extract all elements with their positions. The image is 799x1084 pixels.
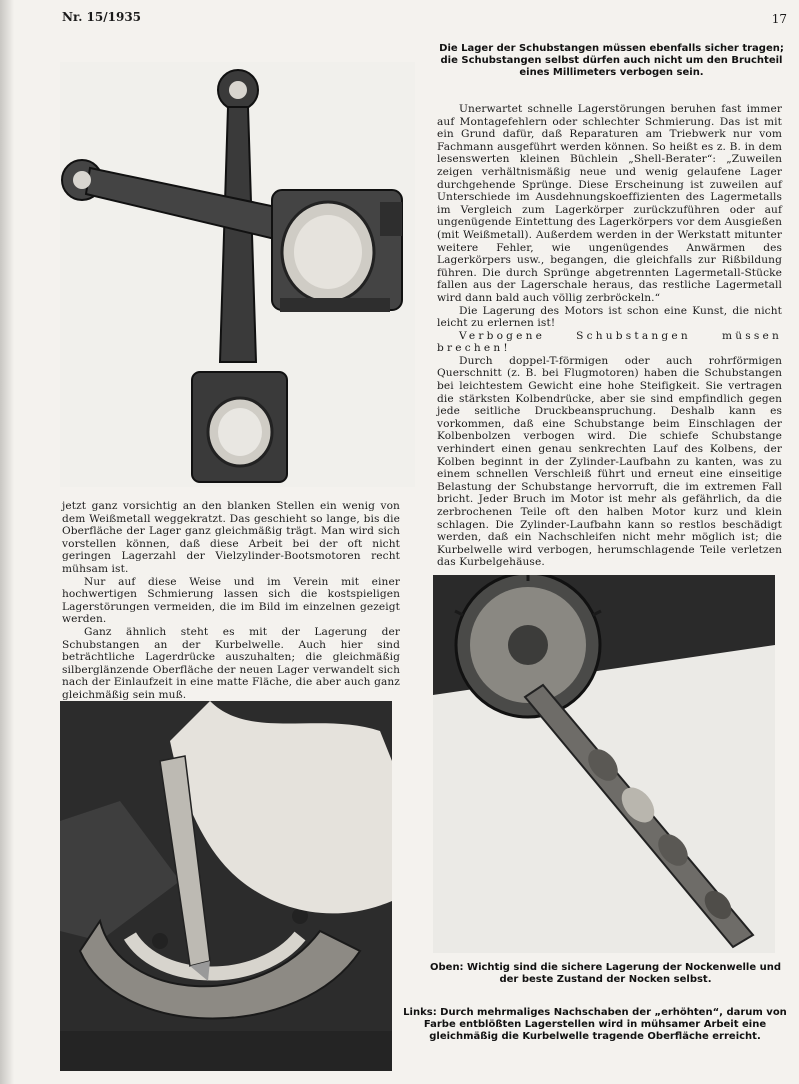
page-number: 17	[771, 12, 787, 26]
left-paragraph-2: Nur auf diese Weise und im Verein mit einer hochwertigen Schmierung lassen sich die kostspieligen Lagerstörungen vermeiden, die im Bild im einzelnen gezeigt werden.	[62, 575, 400, 626]
left-paragraph-3: Ganz ähnlich steht es mit der Lagerung der Schubstangen an der Kurbelwelle. Auch hier sind beträchtliche Lagerdrücke auszuhalten; die gleichmäßig silberglänzende Oberfläche der neuen Lager verwandelt sich nach der Einlaufzeit in eine matte Fläche, die aber auch ganz gleichmäßig sein muß.	[62, 625, 400, 701]
connecting-rods-illustration	[60, 62, 415, 487]
right-column-text	[437, 103, 782, 569]
camshaft-illustration	[433, 575, 775, 953]
bearing-scraping-illustration	[60, 701, 392, 1071]
caption-camshaft: Oben: Wichtig sind die sichere Lagerung der Nockenwelle und der beste Zustand der Nocken selbst.	[430, 962, 781, 985]
caption-connecting-rods: Die Lager der Schubstangen müssen ebenfalls sicher tragen; die Schubstangen selbst dürfen auch nicht um den Bruchteil eines Millimeters verbogen sein.	[439, 43, 784, 78]
section-heading: Verbogene Schubstangen müssen brechen!	[437, 329, 782, 355]
left-column-text	[62, 500, 400, 702]
camshaft-photo	[433, 575, 775, 953]
left-paragraph-1: jetzt ganz vorsichtig an den blanken Stellen ein wenig von dem Weißmetall weggekratzt. Das geschieht so lange, bis die Oberfläche der Lager ganz gleichmäßig trägt. Man wird sich vorstellen können, daß diese Arbeit bei der oft nicht geringen Lagerzahl der Vielzylinder-Bootsmotoren recht mühsam ist.	[62, 500, 400, 575]
bearing-scraping-photo	[60, 701, 392, 1071]
connecting-rods-photo	[60, 62, 415, 487]
right-paragraph-2: Die Lagerung des Motors ist schon eine Kunst, die nicht leicht zu erlernen ist!	[437, 304, 782, 330]
page-edge-shadow	[0, 0, 14, 1084]
caption-bearing-scraping: Links: Durch mehrmaliges Nachschaben der „erhöhten“, darum von Farbe entblößten Lagerstellen wird in mühsamer Arbeit eine gleichmäßig die Kurbelwelle tragende Oberfläche erreicht.	[403, 1007, 787, 1042]
right-paragraph-1: Unerwartet schnelle Lagerstörungen beruhen fast immer auf Montagefehlern oder schlechter Schmierung. Das ist mit ein Grund dafür, daß Reparaturen am Triebwerk nur vom Fachmann ausgeführt werden können. So heißt es z. B. in dem lesenswerten kleinen Büchlein „Shell-Berater“: „Zuweilen zeigen verhältnismäßig neue und wenig gelaufene Lager durchgehende Sprünge. Diese Erscheinung ist zuweilen auf Unterschiede im Ausdehnungskoeffizienten des Lagermetalls im Vergleich zum Lagerkörper zurückzuführen oder auf ungenügende Eintettung des Lagerkörpers vor dem Ausgießen (mit Weißmetall). Außerdem werden in der Werkstatt mitunter weitere Fehler, wie ungenügendes Anwärmen des Lagerkörpers usw., begangen, die gleichfalls zur Rißbildung führen. Die durch Sprünge abgetrennten Lagermetall-Stücke fallen aus der Lagerschale heraus, das restliche Lagermetall wird dann bald auch völlig zerbröckeln.“	[437, 103, 782, 304]
right-paragraph-3: Durch doppel-T-förmigen oder auch rohrförmigen Querschnitt (z. B. bei Flugmotoren) haben die Schubstangen bei leichtestem Gewicht eine hohe Steifigkeit. Sie vertragen die stärksten Kolbendrücke, aber sie sind empfindlich gegen jede seitliche Druckbeanspruchung. Deshalb kann es vorkommen, daß eine Schubstange beim Einschlagen der Kolbenbolzen verbogen wird. Die schiefe Schubstange verhindert einen genau senkrechten Lauf des Kolbens, der Kolben beginnt in der Zylinder-Laufbahn zu kanten, was zu einem schnellen Verschleiß führt und erneut eine einseitige Belastung der Schubstange hervorruft, die im extremen Fall bricht. Jeder Bruch im Motor ist mehr als gefährlich, da die zerbrochenen Teile oft den halben Motor kurz und klein schlagen. Die Zylinder-Laufbahn kann so restlos beschädigt werden, daß ein Nachschleifen nicht mehr möglich ist; die Kurbelwelle wird verbogen, herumschlagende Teile verletzen das Kurbelgehäuse.	[437, 354, 782, 569]
issue-number: Nr. 15/1935	[62, 10, 142, 24]
